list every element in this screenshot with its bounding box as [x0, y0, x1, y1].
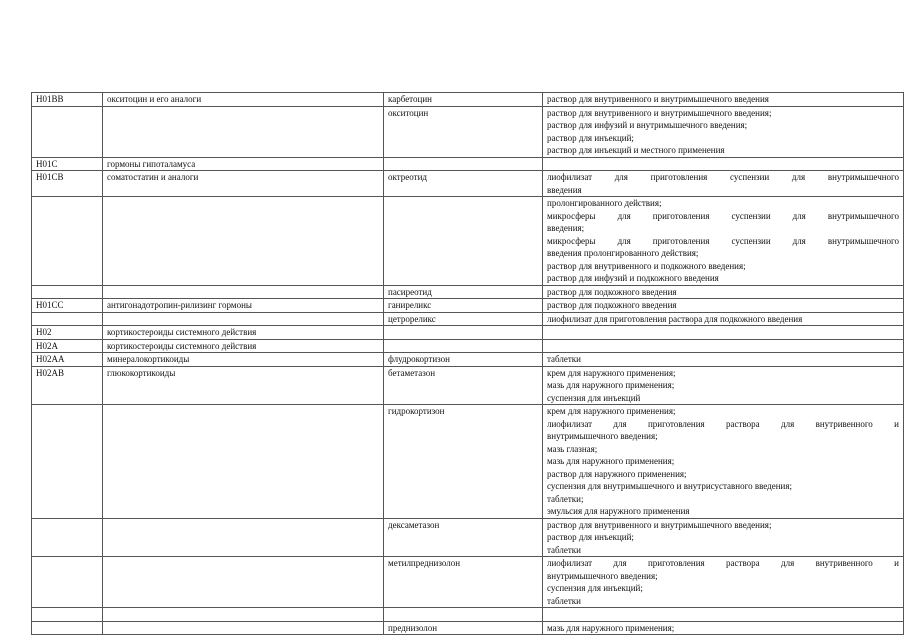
- dosage-forms-cell: [543, 157, 904, 171]
- group-name-cell: [103, 157, 384, 171]
- dosage-forms-cell: [543, 326, 904, 340]
- table-row: [32, 621, 904, 635]
- dosage-forms-cell: [543, 405, 904, 519]
- drug-name-cell: [384, 366, 543, 405]
- group-name-cell: [103, 339, 384, 353]
- atc-code-cell: [32, 157, 103, 171]
- dosage-forms-cell: [543, 621, 904, 635]
- group-name-cell: [103, 557, 384, 608]
- table-row: [32, 171, 904, 197]
- dosage-form: раствор для инъекций и местного применения: [547, 145, 725, 155]
- drug-name-cell: [384, 106, 543, 157]
- dosage-forms-cell: [543, 171, 904, 197]
- table-row: [32, 518, 904, 557]
- dosage-form: пролонгированного действия;: [547, 198, 662, 208]
- dosage-form: раствор для внутривенного и внутримышечного введения;: [547, 107, 772, 118]
- table-row: [32, 608, 904, 622]
- drug-name-cell: [384, 353, 543, 367]
- atc-code: H02AA: [36, 354, 65, 364]
- dosage-form: раствор для внутривенного и внутримышечного введения;: [547, 519, 772, 530]
- dosage-form: эмульсия для наружного применения: [547, 506, 690, 516]
- atc-code: H02A: [36, 340, 58, 351]
- drug-name-cell: [384, 326, 543, 340]
- table-row: [32, 157, 904, 171]
- dosage-forms-cell: [543, 197, 904, 286]
- dosage-form: введения;: [547, 223, 585, 233]
- group-name-cell: [103, 171, 384, 197]
- dosage-form: таблетки: [547, 354, 582, 364]
- group-name-cell: [103, 621, 384, 635]
- group-name-cell: [103, 366, 384, 405]
- table-row: [32, 353, 904, 367]
- atc-code-cell: [32, 312, 103, 326]
- drug-name-cell: [384, 621, 543, 635]
- dosage-form: раствор для внутривенного и подкожного введения;: [547, 260, 746, 271]
- dosage-forms-cell: [543, 518, 904, 557]
- dosage-form: введения пролонгированного действия;: [547, 248, 699, 258]
- dosage-forms-cell: [543, 557, 904, 608]
- drug-name-cell: [384, 285, 543, 299]
- atc-code-cell: [32, 326, 103, 340]
- table-row: [32, 285, 904, 299]
- atc-code-cell: [32, 339, 103, 353]
- atc-code-cell: [32, 93, 103, 107]
- table-row: [32, 366, 904, 405]
- dosage-form: мазь для наружного применения;: [547, 380, 675, 390]
- table-row: [32, 312, 904, 326]
- group-name-cell: [103, 312, 384, 326]
- drug-name: преднизолон: [388, 622, 438, 633]
- drug-name-cell: [384, 171, 543, 197]
- group-name: кортикостероиды системного действия: [107, 327, 257, 337]
- drug-table-body: [32, 93, 904, 635]
- table-row: [32, 299, 904, 313]
- atc-code-cell: [32, 405, 103, 519]
- dosage-form: крем для наружного применения;: [547, 406, 676, 416]
- dosage-form: лиофилизат для приготовления раствора для подкожного введения: [547, 313, 803, 324]
- drug-name-cell: [384, 557, 543, 608]
- group-name: кортикостероиды системного действия: [107, 340, 257, 351]
- table-row: [32, 339, 904, 353]
- group-name: соматостатин и аналоги: [107, 172, 199, 182]
- dosage-form: раствор для инъекций;: [547, 132, 634, 143]
- dosage-forms-cell: [543, 299, 904, 313]
- drug-name-cell: [384, 299, 543, 313]
- atc-code-cell: [32, 557, 103, 608]
- dosage-form: крем для наружного применения;: [547, 367, 676, 378]
- atc-code-cell: [32, 171, 103, 197]
- atc-code-cell: [32, 299, 103, 313]
- dosage-form: раствор для подкожного введения: [547, 300, 677, 310]
- dosage-forms-cell: [543, 285, 904, 299]
- group-name-cell: [103, 285, 384, 299]
- dosage-form: микросферы для приготовления суспензии для внутримышечного: [547, 210, 899, 221]
- atc-code: H01CB: [36, 172, 64, 182]
- dosage-form: лиофилизат для приготовления раствора для внутривенного и: [547, 558, 899, 568]
- group-name: минералокортикоиды: [107, 354, 190, 364]
- dosage-forms-cell: [543, 339, 904, 353]
- group-name-cell: [103, 405, 384, 519]
- drug-name: цетрореликс: [388, 313, 436, 324]
- atc-code: H02: [36, 327, 52, 337]
- drug-name: бетаметазон: [388, 367, 436, 378]
- group-name-cell: [103, 608, 384, 622]
- atc-code: H01CC: [36, 300, 64, 310]
- drug-name-cell: [384, 608, 543, 622]
- group-name-cell: [103, 518, 384, 557]
- table-row: [32, 405, 904, 519]
- group-name-cell: [103, 353, 384, 367]
- dosage-form: таблетки: [547, 544, 582, 555]
- dosage-forms-cell: [543, 353, 904, 367]
- drug-name: карбетоцин: [388, 94, 432, 104]
- drug-name: октреотид: [388, 172, 428, 182]
- group-name-cell: [103, 197, 384, 286]
- drug-name: флудрокортизон: [388, 354, 450, 364]
- dosage-form: внутримышечного введения;: [547, 431, 658, 441]
- group-name: гормоны гипоталамуса: [107, 158, 196, 169]
- dosage-forms-cell: [543, 312, 904, 326]
- drug-name-cell: [384, 518, 543, 557]
- dosage-form: раствор для наружного применения;: [547, 468, 687, 479]
- drug-name-cell: [384, 197, 543, 286]
- drug-name: окситоцин: [388, 107, 429, 118]
- group-name: глюкокортикоиды: [107, 367, 176, 378]
- dosage-forms-cell: [543, 106, 904, 157]
- atc-code-cell: [32, 106, 103, 157]
- atc-code-cell: [32, 197, 103, 286]
- drug-name: дексаметазон: [388, 519, 440, 530]
- group-name: окситоцин и его аналоги: [107, 94, 202, 104]
- table-row: [32, 93, 904, 107]
- table-row: [32, 106, 904, 157]
- drug-name: гидрокортизон: [388, 406, 445, 416]
- drug-name-cell: [384, 312, 543, 326]
- dosage-form: суспензия для инъекций: [547, 392, 641, 403]
- atc-code: H02AB: [36, 367, 65, 378]
- group-name-cell: [103, 93, 384, 107]
- atc-code-cell: [32, 608, 103, 622]
- dosage-form: внутримышечного введения;: [547, 570, 658, 581]
- dosage-form: раствор для инфузий и внутримышечного введения;: [547, 120, 748, 130]
- group-name-cell: [103, 106, 384, 157]
- dosage-form: лиофилизат для приготовления суспензии для внутримышечного: [547, 172, 899, 182]
- dosage-forms-cell: [543, 366, 904, 405]
- atc-code-cell: [32, 621, 103, 635]
- drug-name: ганиреликс: [388, 300, 432, 310]
- drug-name-cell: [384, 405, 543, 519]
- dosage-form: лиофилизат для приготовления раствора для внутривенного и: [547, 418, 899, 429]
- drug-name-cell: [384, 157, 543, 171]
- dosage-forms-cell: [543, 93, 904, 107]
- atc-code-cell: [32, 518, 103, 557]
- atc-code-cell: [32, 353, 103, 367]
- table-row: [32, 326, 904, 340]
- drug-name-cell: [384, 339, 543, 353]
- drug-name: пасиреотид: [388, 286, 432, 297]
- dosage-form: раствор для внутривенного и внутримышечного введения: [547, 94, 769, 104]
- dosage-form: мазь для наружного применения;: [547, 456, 675, 466]
- table-row: [32, 197, 904, 286]
- dosage-form: суспензия для внутримышечного и внутрисуставного введения;: [547, 481, 792, 491]
- dosage-form: микросферы для приготовления суспензии для внутримышечного: [547, 235, 899, 246]
- atc-code-cell: [32, 366, 103, 405]
- dosage-form: раствор для инфузий и подкожного введения: [547, 273, 719, 283]
- dosage-form: мазь глазная;: [547, 443, 598, 454]
- atc-code: H01BB: [36, 94, 64, 104]
- dosage-form: мазь для наружного применения;: [547, 622, 675, 633]
- table-row: [32, 557, 904, 608]
- dosage-forms-cell: [543, 608, 904, 622]
- dosage-form: таблетки: [547, 595, 582, 606]
- dosage-form: суспензия для инъекций;: [547, 583, 643, 593]
- atc-code: H01C: [36, 158, 58, 169]
- dosage-form: таблетки;: [547, 493, 584, 504]
- drug-name: метилпреднизолон: [388, 558, 461, 568]
- dosage-form: раствор для подкожного введения: [547, 286, 677, 297]
- drug-table: [31, 92, 904, 635]
- group-name: антигонадотропин-рилизинг гормоны: [107, 300, 252, 310]
- group-name-cell: [103, 299, 384, 313]
- dosage-form: раствор для инъекций;: [547, 532, 634, 542]
- atc-code-cell: [32, 285, 103, 299]
- dosage-form: введения: [547, 184, 582, 195]
- drug-name-cell: [384, 93, 543, 107]
- group-name-cell: [103, 326, 384, 340]
